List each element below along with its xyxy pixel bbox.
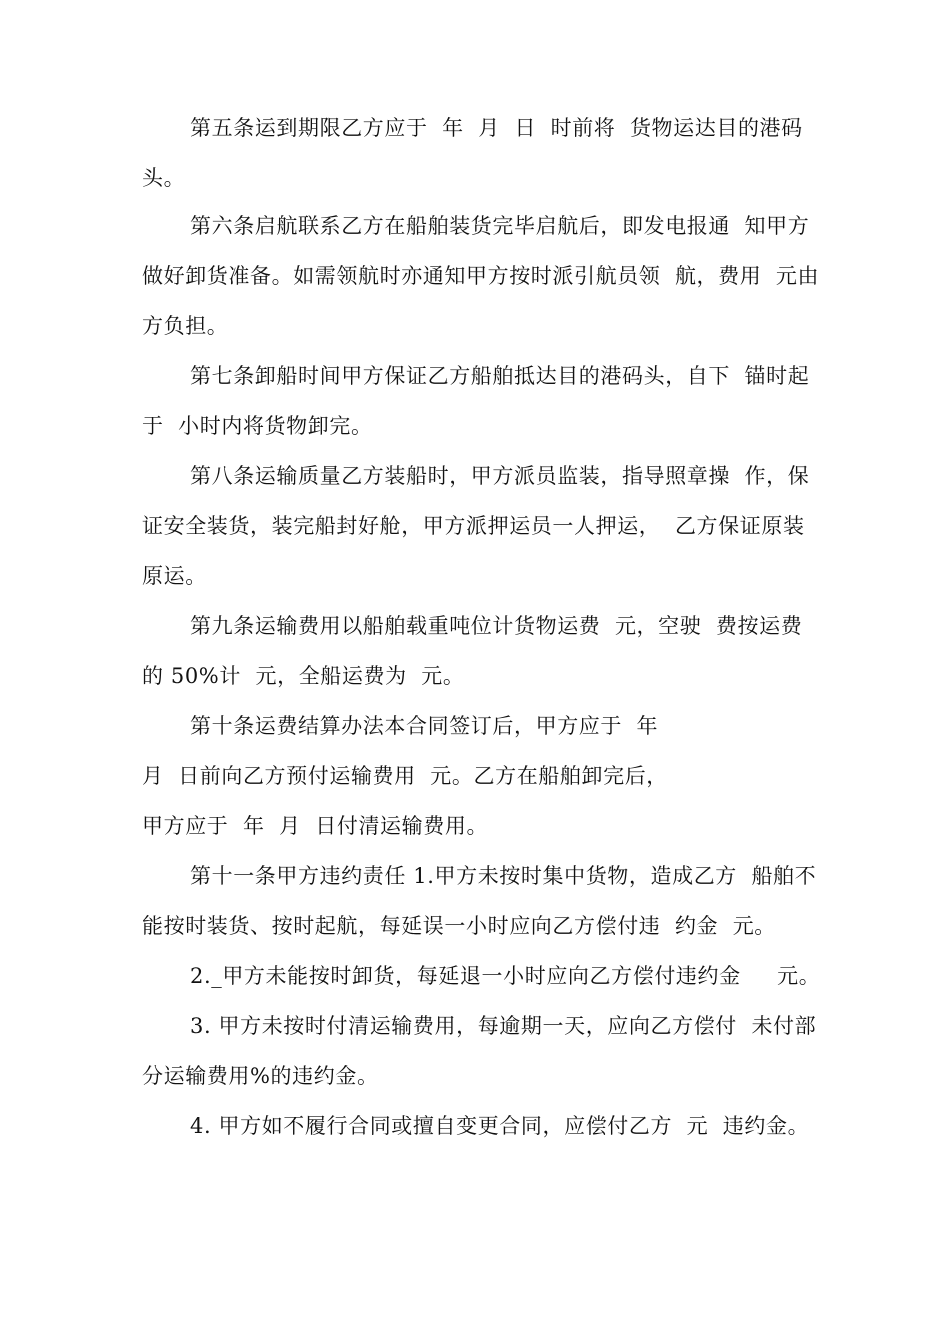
text-line: 头。 (142, 166, 186, 190)
text-line: 第五条运到期限乙方应于 年 月 日 时前将 货物运达目的港码 (190, 116, 803, 140)
text-line: 分运输费用%的违约金。 (142, 1064, 379, 1088)
text-line: 2._甲方未能按时卸货，每延退一小时应向乙方偿付违约金 元。 (190, 964, 821, 988)
text-line: 第九条运输费用以船舶载重吨位计货物运费 元，空驶 费按运费 (190, 614, 803, 638)
text-line: 做好卸货准备。如需领航时亦通知甲方按时派引航员领 航，费用 元由 (142, 264, 820, 288)
text-line: 第十条运费结算办法本合同签订后，甲方应于 年 (190, 714, 659, 738)
text-line: 3. 甲方未按时付清运输费用，每逾期一天，应向乙方偿付 未付部 (190, 1014, 817, 1038)
text-line: 第六条启航联系乙方在船舶装货完毕启航后，即发电报通 知甲方 (190, 214, 810, 238)
text-line: 的 50%计 元，全船运费为 元。 (142, 664, 465, 688)
text-line: 第七条卸船时间甲方保证乙方船舶抵达目的港码头，自下 锚时起 (190, 364, 810, 388)
text-line: 于 小时内将货物卸完。 (142, 414, 373, 438)
text-line: 第八条运输质量乙方装船时，甲方派员监装，指导照章操 作，保 (190, 464, 810, 488)
text-line: 原运。 (142, 564, 207, 588)
text-line: 能按时装货、按时起航，每延误一小时应向乙方偿付违 约金 元。 (142, 914, 776, 938)
text-line: 甲方应于 年 月 日付清运输费用。 (142, 814, 489, 838)
text-line: 方负担。 (142, 314, 229, 338)
text-line: 4. 甲方如不履行合同或擅自变更合同，应偿付乙方 元 违约金。 (190, 1114, 810, 1138)
text-line: 月 日前向乙方预付运输费用 元。乙方在船舶卸完后， (142, 764, 668, 788)
text-line: 第十一条甲方违约责任 1.甲方未按时集中货物，造成乙方 船舶不 (190, 864, 817, 888)
text-line: 证安全装货，装完船封好舱，甲方派押运员一人押运， 乙方保证原装 (142, 514, 805, 538)
